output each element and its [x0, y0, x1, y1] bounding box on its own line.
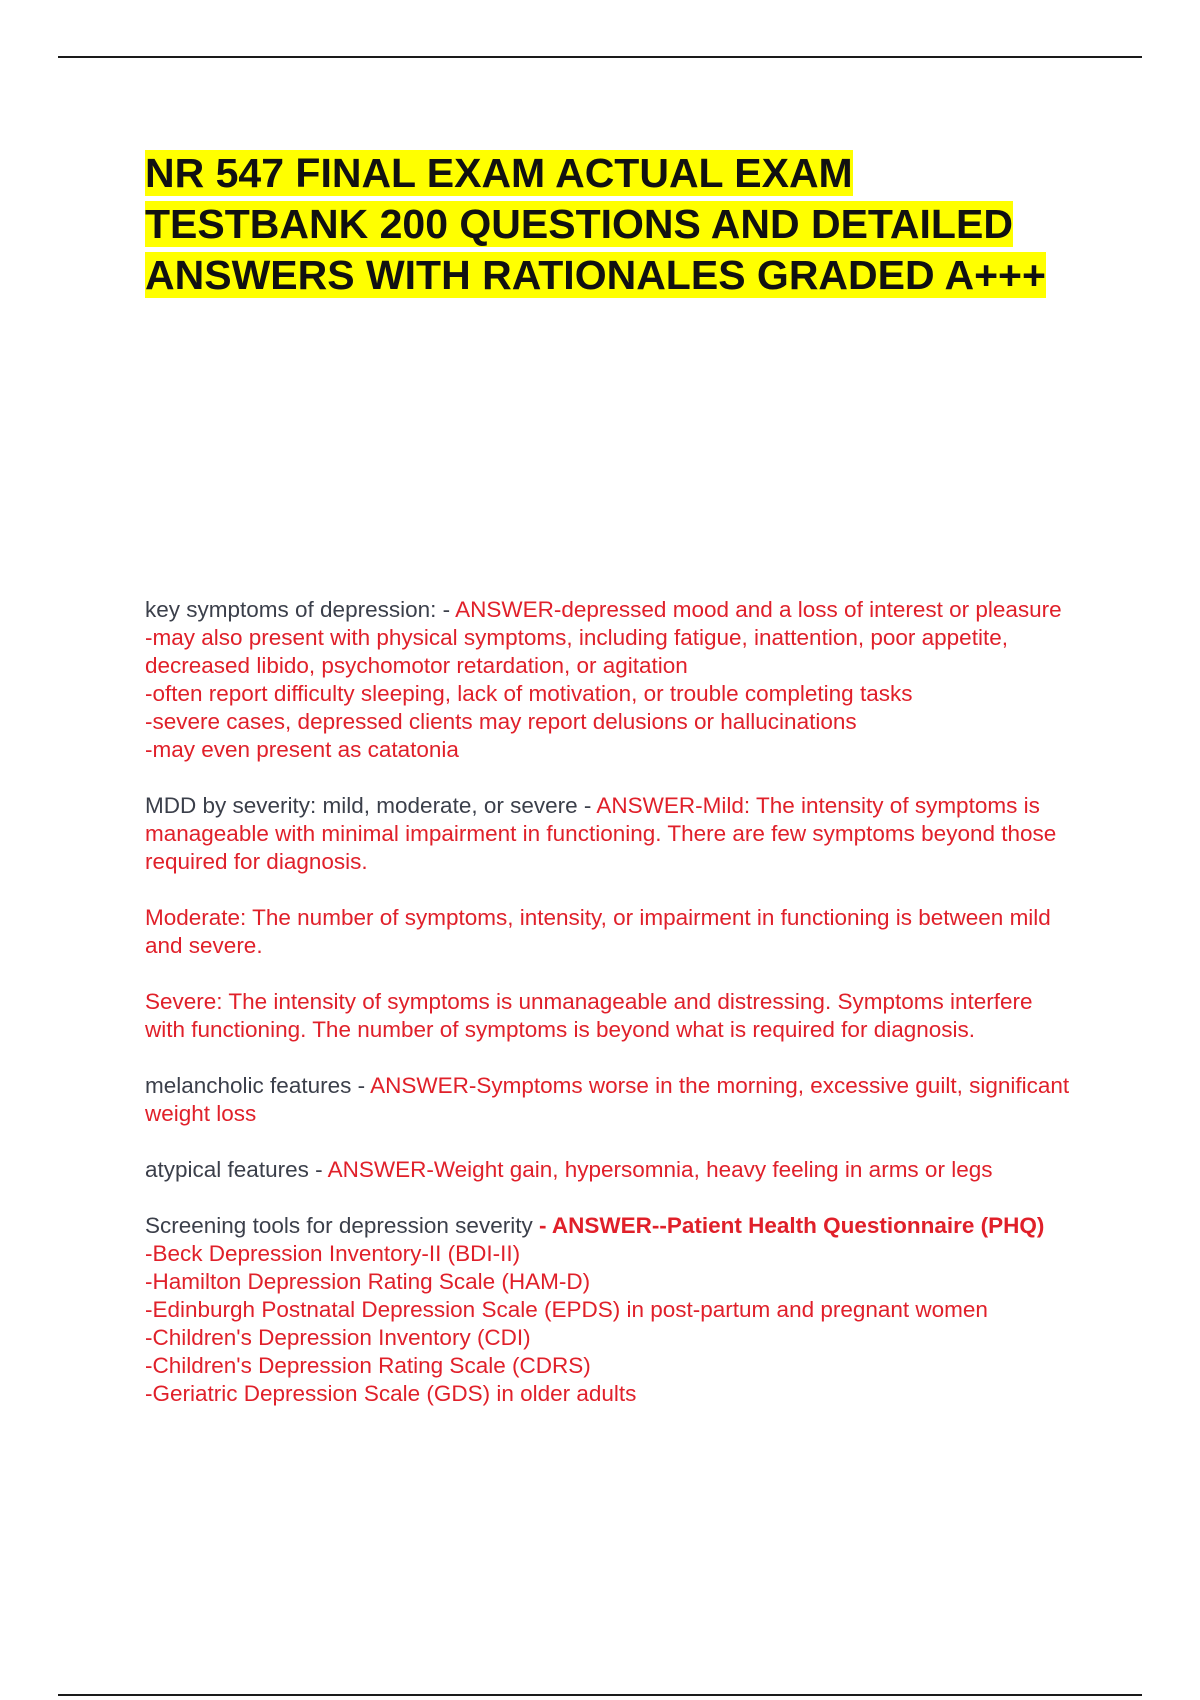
question-text: atypical features - [145, 1157, 328, 1182]
question-text: MDD by severity: mild, moderate, or severe - [145, 793, 597, 818]
bottom-rule [58, 1694, 1142, 1696]
spacer [145, 876, 1075, 904]
qa-entry-atypical-features [145, 1156, 1075, 1184]
answer-line: -Hamilton Depression Rating Scale (HAM-D) [145, 1269, 591, 1294]
answer-line: -Edinburgh Postnatal Depression Scale (EPDS) in post-partum and pregnant women [145, 1297, 988, 1322]
document-title: NR 547 FINAL EXAM ACTUAL EXAM TESTBANK 200 QUESTIONS AND DETAILED ANSWERS WITH RATIONALES GRADED A+++ [145, 150, 1046, 298]
answer-line: -often report difficulty sleeping, lack of motivation, or trouble completing tasks [145, 681, 913, 706]
answer-text: ANSWER-Mild: The intensity of symptoms is manageable with minimal impairment in functioning. There are few symptoms beyond those required for diagnosis. [145, 793, 1057, 874]
answer-text: ANSWER-Symptoms worse in the morning, excessive guilt, significant weight loss [145, 1073, 1070, 1126]
answer-line: -may even present as catatonia [145, 737, 459, 762]
answer-line: -severe cases, depressed clients may report delusions or hallucinations [145, 709, 857, 734]
answer-line: -Geriatric Depression Scale (GDS) in older adults [145, 1381, 637, 1406]
answer-text: ANSWER-Weight gain, hypersomnia, heavy feeling in arms or legs [327, 1157, 993, 1182]
top-rule [58, 56, 1142, 58]
spacer [145, 1184, 1075, 1212]
question-text: Screening tools for depression severity [145, 1213, 539, 1238]
answer-paragraph: Moderate: The number of symptoms, intensity, or impairment in functioning is between mild and severe. [145, 905, 1051, 958]
qa-entry-mdd-severity [145, 792, 1075, 876]
qa-content [145, 596, 1075, 1408]
answer-line: -Beck Depression Inventory-II (BDI-II) [145, 1241, 521, 1266]
answer-line: -Children's Depression Rating Scale (CDRS) [145, 1353, 591, 1378]
answer-text: - ANSWER--Patient Health Questionnaire (PHQ) [538, 1213, 1045, 1238]
qa-entry-depression-symptoms [145, 596, 1075, 764]
answer-line: -Children's Depression Inventory (CDI) [145, 1325, 531, 1350]
spacer [145, 960, 1075, 988]
question-text: melancholic features - [145, 1073, 371, 1098]
spacer [145, 764, 1075, 792]
answer-paragraph-severe [145, 988, 1075, 1044]
qa-entry-melancholic-features [145, 1072, 1075, 1128]
answer-paragraph-moderate [145, 904, 1075, 960]
spacer [145, 1044, 1075, 1072]
question-text: key symptoms of depression: - [145, 597, 456, 622]
answer-line: -may also present with physical symptoms, including fatigue, inattention, poor appetite, decreased libido, psychomotor retardation, or agitation [145, 625, 1008, 678]
spacer [145, 1128, 1075, 1156]
answer-paragraph: Severe: The intensity of symptoms is unmanageable and distressing. Symptoms interfere with functioning. The number of symptoms is beyond what is required for diagnosis. [145, 989, 1033, 1042]
qa-entry-screening-tools [145, 1212, 1075, 1408]
answer-text: ANSWER-depressed mood and a loss of interest or pleasure [455, 597, 1062, 622]
